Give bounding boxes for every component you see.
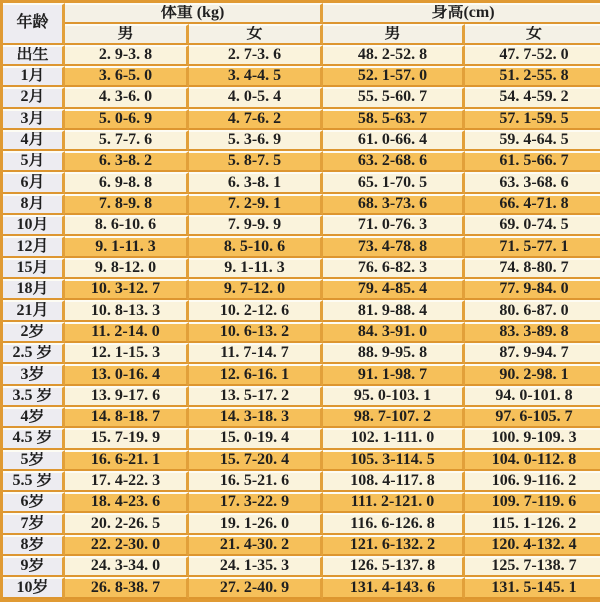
- age-cell: 6月: [3, 172, 65, 193]
- weight-male-cell: 5. 0-6. 9: [65, 109, 189, 130]
- weight-male-cell: 12. 1-15. 3: [65, 343, 189, 364]
- height-female-cell: 97. 6-105. 7: [465, 407, 600, 428]
- weight-female-cell: 4. 0-5. 4: [189, 87, 323, 108]
- height-female-cell: 87. 9-94. 7: [465, 343, 600, 364]
- weight-female-cell: 11. 7-14. 7: [189, 343, 323, 364]
- height-female-cell: 125. 7-138. 7: [465, 556, 600, 577]
- height-female-cell: 59. 4-64. 5: [465, 130, 600, 151]
- table-row: [3, 172, 600, 193]
- table-row: [3, 535, 600, 556]
- height-male-cell: 95. 0-103. 1: [323, 386, 465, 407]
- height-female-cell: 80. 6-87. 0: [465, 300, 600, 321]
- weight-male-cell: 8. 6-10. 6: [65, 215, 189, 236]
- table-row: [3, 194, 600, 215]
- weight-female-cell: 4. 7-6. 2: [189, 109, 323, 130]
- weight-male-cell: 26. 8-38. 7: [65, 577, 189, 599]
- height-female-cell: 109. 7-119. 6: [465, 492, 600, 513]
- weight-male-cell: 11. 2-14. 0: [65, 322, 189, 343]
- weight-male-cell: 20. 2-26. 5: [65, 513, 189, 534]
- weight-female-header: 女: [189, 24, 323, 45]
- weight-female-cell: 19. 1-26. 0: [189, 513, 323, 534]
- weight-female-cell: 9. 7-12. 0: [189, 279, 323, 300]
- age-cell: 6岁: [3, 492, 65, 513]
- height-female-cell: 57. 1-59. 5: [465, 109, 600, 130]
- weight-male-cell: 3. 6-5. 0: [65, 66, 189, 87]
- height-male-cell: 55. 5-60. 7: [323, 87, 465, 108]
- age-cell: 出生: [3, 45, 65, 66]
- age-cell: 8月: [3, 194, 65, 215]
- weight-female-cell: 7. 9-9. 9: [189, 215, 323, 236]
- height-group-header: 身高(cm): [323, 3, 600, 24]
- height-male-cell: 126. 5-137. 8: [323, 556, 465, 577]
- height-female-cell: 120. 4-132. 4: [465, 535, 600, 556]
- table-body: [3, 45, 600, 599]
- age-cell: 21月: [3, 300, 65, 321]
- age-cell: 3.5 岁: [3, 386, 65, 407]
- height-male-cell: 58. 5-63. 7: [323, 109, 465, 130]
- table-row: [3, 300, 600, 321]
- weight-male-cell: 7. 8-9. 8: [65, 194, 189, 215]
- weight-male-cell: 14. 8-18. 7: [65, 407, 189, 428]
- weight-male-cell: 9. 1-11. 3: [65, 236, 189, 257]
- height-male-cell: 102. 1-111. 0: [323, 428, 465, 449]
- weight-female-cell: 17. 3-22. 9: [189, 492, 323, 513]
- table-row: [3, 577, 600, 599]
- weight-male-cell: 13. 9-17. 6: [65, 386, 189, 407]
- weight-female-cell: 21. 4-30. 2: [189, 535, 323, 556]
- table-row: [3, 66, 600, 87]
- height-male-cell: 81. 9-88. 4: [323, 300, 465, 321]
- age-cell: 4.5 岁: [3, 428, 65, 449]
- age-cell: 3岁: [3, 364, 65, 385]
- table-row: [3, 343, 600, 364]
- weight-male-cell: 2. 9-3. 8: [65, 45, 189, 66]
- table-header: [3, 3, 600, 45]
- table-row: [3, 407, 600, 428]
- weight-male-cell: 4. 3-6. 0: [65, 87, 189, 108]
- weight-male-cell: 10. 8-13. 3: [65, 300, 189, 321]
- table-row: [3, 386, 600, 407]
- table-row: [3, 450, 600, 471]
- age-cell: 2.5 岁: [3, 343, 65, 364]
- age-cell: 1月: [3, 66, 65, 87]
- weight-male-cell: 17. 4-22. 3: [65, 471, 189, 492]
- height-female-cell: 100. 9-109. 3: [465, 428, 600, 449]
- table-row: [3, 258, 600, 279]
- weight-female-cell: 15. 7-20. 4: [189, 450, 323, 471]
- weight-female-cell: 7. 2-9. 1: [189, 194, 323, 215]
- weight-female-cell: 6. 3-8. 1: [189, 172, 323, 193]
- age-cell: 12月: [3, 236, 65, 257]
- weight-female-cell: 12. 6-16. 1: [189, 364, 323, 385]
- age-cell: 7岁: [3, 513, 65, 534]
- height-male-cell: 48. 2-52. 8: [323, 45, 465, 66]
- height-male-cell: 84. 3-91. 0: [323, 322, 465, 343]
- table-row: [3, 109, 600, 130]
- age-cell: 2岁: [3, 322, 65, 343]
- height-male-cell: 52. 1-57. 0: [323, 66, 465, 87]
- height-male-cell: 98. 7-107. 2: [323, 407, 465, 428]
- age-cell: 8岁: [3, 535, 65, 556]
- sub-header-row: [3, 24, 600, 45]
- age-cell: 5月: [3, 151, 65, 172]
- weight-female-cell: 16. 5-21. 6: [189, 471, 323, 492]
- age-cell: 9岁: [3, 556, 65, 577]
- weight-male-header: 男: [65, 24, 189, 45]
- height-female-cell: 69. 0-74. 5: [465, 215, 600, 236]
- weight-female-cell: 9. 1-11. 3: [189, 258, 323, 279]
- age-column-header: 年龄: [3, 3, 65, 45]
- height-male-cell: 105. 3-114. 5: [323, 450, 465, 471]
- height-male-header: 男: [323, 24, 465, 45]
- weight-male-cell: 22. 2-30. 0: [65, 535, 189, 556]
- height-male-cell: 63. 2-68. 6: [323, 151, 465, 172]
- height-female-cell: 90. 2-98. 1: [465, 364, 600, 385]
- age-cell: 4月: [3, 130, 65, 151]
- table-row: [3, 279, 600, 300]
- height-female-cell: 51. 2-55. 8: [465, 66, 600, 87]
- table-row: [3, 322, 600, 343]
- weight-male-cell: 13. 0-16. 4: [65, 364, 189, 385]
- weight-female-cell: 15. 0-19. 4: [189, 428, 323, 449]
- table-row: [3, 364, 600, 385]
- height-female-cell: 77. 9-84. 0: [465, 279, 600, 300]
- table-row: [3, 428, 600, 449]
- table-row: [3, 556, 600, 577]
- weight-female-cell: 8. 5-10. 6: [189, 236, 323, 257]
- height-male-cell: 88. 9-95. 8: [323, 343, 465, 364]
- weight-female-cell: 5. 8-7. 5: [189, 151, 323, 172]
- height-male-cell: 65. 1-70. 5: [323, 172, 465, 193]
- height-female-cell: 94. 0-101. 8: [465, 386, 600, 407]
- table-row: [3, 45, 600, 66]
- weight-male-cell: 10. 3-12. 7: [65, 279, 189, 300]
- weight-male-cell: 9. 8-12. 0: [65, 258, 189, 279]
- weight-female-cell: 3. 4-4. 5: [189, 66, 323, 87]
- table-row: [3, 87, 600, 108]
- group-header-row: [3, 3, 600, 24]
- table-row: [3, 471, 600, 492]
- age-cell: 3月: [3, 109, 65, 130]
- height-female-cell: 71. 5-77. 1: [465, 236, 600, 257]
- table-row: [3, 513, 600, 534]
- weight-male-cell: 18. 4-23. 6: [65, 492, 189, 513]
- weight-female-cell: 27. 2-40. 9: [189, 577, 323, 599]
- weight-male-cell: 16. 6-21. 1: [65, 450, 189, 471]
- height-male-cell: 108. 4-117. 8: [323, 471, 465, 492]
- height-female-cell: 66. 4-71. 8: [465, 194, 600, 215]
- height-female-cell: 104. 0-112. 8: [465, 450, 600, 471]
- height-male-cell: 76. 6-82. 3: [323, 258, 465, 279]
- height-female-cell: 63. 3-68. 6: [465, 172, 600, 193]
- weight-female-cell: 24. 1-35. 3: [189, 556, 323, 577]
- height-male-cell: 71. 0-76. 3: [323, 215, 465, 236]
- age-cell: 2月: [3, 87, 65, 108]
- age-cell: 18月: [3, 279, 65, 300]
- height-female-header: 女: [465, 24, 600, 45]
- height-male-cell: 73. 4-78. 8: [323, 236, 465, 257]
- weight-male-cell: 15. 7-19. 9: [65, 428, 189, 449]
- table-row: [3, 151, 600, 172]
- weight-female-cell: 2. 7-3. 6: [189, 45, 323, 66]
- age-cell: 5.5 岁: [3, 471, 65, 492]
- weight-male-cell: 6. 9-8. 8: [65, 172, 189, 193]
- height-female-cell: 83. 3-89. 8: [465, 322, 600, 343]
- weight-female-cell: 5. 3-6. 9: [189, 130, 323, 151]
- height-male-cell: 61. 0-66. 4: [323, 130, 465, 151]
- height-male-cell: 121. 6-132. 2: [323, 535, 465, 556]
- table-row: [3, 215, 600, 236]
- age-cell: 4岁: [3, 407, 65, 428]
- weight-female-cell: 10. 6-13. 2: [189, 322, 323, 343]
- height-female-cell: 115. 1-126. 2: [465, 513, 600, 534]
- table-row: [3, 236, 600, 257]
- height-male-cell: 79. 4-85. 4: [323, 279, 465, 300]
- height-female-cell: 74. 8-80. 7: [465, 258, 600, 279]
- weight-female-cell: 10. 2-12. 6: [189, 300, 323, 321]
- height-female-cell: 47. 7-52. 0: [465, 45, 600, 66]
- weight-group-header: 体重 (kg): [65, 3, 323, 24]
- table-row: [3, 492, 600, 513]
- height-male-cell: 131. 4-143. 6: [323, 577, 465, 599]
- height-female-cell: 131. 5-145. 1: [465, 577, 600, 599]
- weight-female-cell: 13. 5-17. 2: [189, 386, 323, 407]
- age-cell: 15月: [3, 258, 65, 279]
- height-male-cell: 116. 6-126. 8: [323, 513, 465, 534]
- weight-male-cell: 6. 3-8. 2: [65, 151, 189, 172]
- height-male-cell: 111. 2-121. 0: [323, 492, 465, 513]
- height-female-cell: 61. 5-66. 7: [465, 151, 600, 172]
- height-female-cell: 54. 4-59. 2: [465, 87, 600, 108]
- weight-female-cell: 14. 3-18. 3: [189, 407, 323, 428]
- table-row: [3, 130, 600, 151]
- weight-male-cell: 24. 3-34. 0: [65, 556, 189, 577]
- age-cell: 10月: [3, 215, 65, 236]
- age-cell: 5岁: [3, 450, 65, 471]
- height-male-cell: 91. 1-98. 7: [323, 364, 465, 385]
- weight-male-cell: 5. 7-7. 6: [65, 130, 189, 151]
- age-cell: 10岁: [3, 577, 65, 599]
- height-male-cell: 68. 3-73. 6: [323, 194, 465, 215]
- height-female-cell: 106. 9-116. 2: [465, 471, 600, 492]
